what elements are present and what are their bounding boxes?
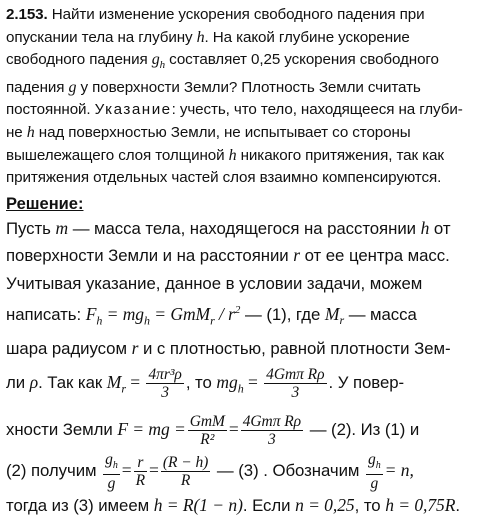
solution-text (6, 215, 485, 519)
solution-line-9: тогда из (3) имеем h = R(1 − n). Если n = 0,25, то h = 0,75R. (6, 494, 461, 515)
solution-line-6: ли ρ. Так как $M_r$ = $\frac{\text{4πr³ρ}}{3}$ , то $mg_h$ = $\frac{\text{4Gmπ Rρ}}{3}$ . У повер- (6, 366, 405, 402)
problem-line-5: постоянной. Указание: учесть, что тело, находящееся на глуби- (6, 101, 463, 119)
fraction-mr: $\frac{\text{4πr³ρ}}{3}$ (148, 366, 182, 402)
problem-line-2: опускании тела на глубину h. На какой глубине ускорение (6, 28, 410, 46)
solution-line-8: (2) получим $\frac{g_h}{g}$ = $\frac{r}{R}$ = $\frac{(R - h)}{R}$ — (3) . Обозначим $\frac{g_h}{g}$ = n, (6, 450, 414, 492)
solution-line-3: Учитывая указание, данное в условии задачи, можем (6, 273, 423, 293)
equation-1: $F_h = mg_h = GmM_r / r^2$ (85, 303, 241, 328)
fraction-gmm: $\frac{\text{GmM}}{\text{R²}}$ (189, 412, 225, 448)
fraction-surface: $\frac{\text{4Gmπ Rρ}}{3}$ (242, 412, 302, 448)
solution-line-4: написать: $F_h = mg_h = GmM_r / r^2$ — (1), где $M_r$ — масса (6, 303, 417, 328)
solution-heading: Решение: (6, 194, 84, 213)
fraction-gh-g: $\frac{g_h}{g}$ (105, 450, 118, 492)
problem-statement (6, 4, 485, 190)
problem-line-7: вышележащего слоя толщиной h никакого притяжения, так как (6, 146, 444, 164)
problem-line-3: свободного падения $g_h$ составляет 0,25 ускорения свободного (6, 51, 439, 72)
problem-line-6: не h над поверхностью Земли, не испытывает со стороны (6, 124, 411, 141)
problem-line-1: 2.153. Найти изменение ускорения свободного падения при (6, 6, 425, 23)
hint-label: Указание (94, 101, 172, 119)
problem-line-4: падения g у поверхности Земли? Плотность Земли считать (6, 78, 421, 96)
solution-line-2: поверхности Земли и на расстоянии r от ее центра масс. (6, 245, 450, 266)
fraction-Rh-R: $\frac{(R - h)}{R}$ (162, 453, 209, 489)
fraction-mgh: $\frac{\text{4Gmπ Rρ}}{3}$ (266, 366, 325, 402)
solution-line-7: хности Земли F = mg = $\frac{\text{GmM}}{\text{R²}}$ = $\frac{\text{4Gmπ Rρ}}{3}$ — (2). Из (1) и (6, 412, 420, 448)
solution-line-1: Пусть m — масса тела, находящегося на расстоянии h от (6, 217, 451, 238)
problem-number: 2.153. (6, 6, 48, 23)
problem-line-8: притяжения отдельных частей слоя взаимно компенсируются. (6, 169, 442, 187)
fraction-n: $\frac{g_h}{g}$ (368, 450, 381, 492)
fraction-r-R: $\frac{r}{R}$ (135, 453, 146, 489)
solution-line-5: шара радиусом r и с плотностью, равной плотности Зем- (6, 337, 451, 358)
